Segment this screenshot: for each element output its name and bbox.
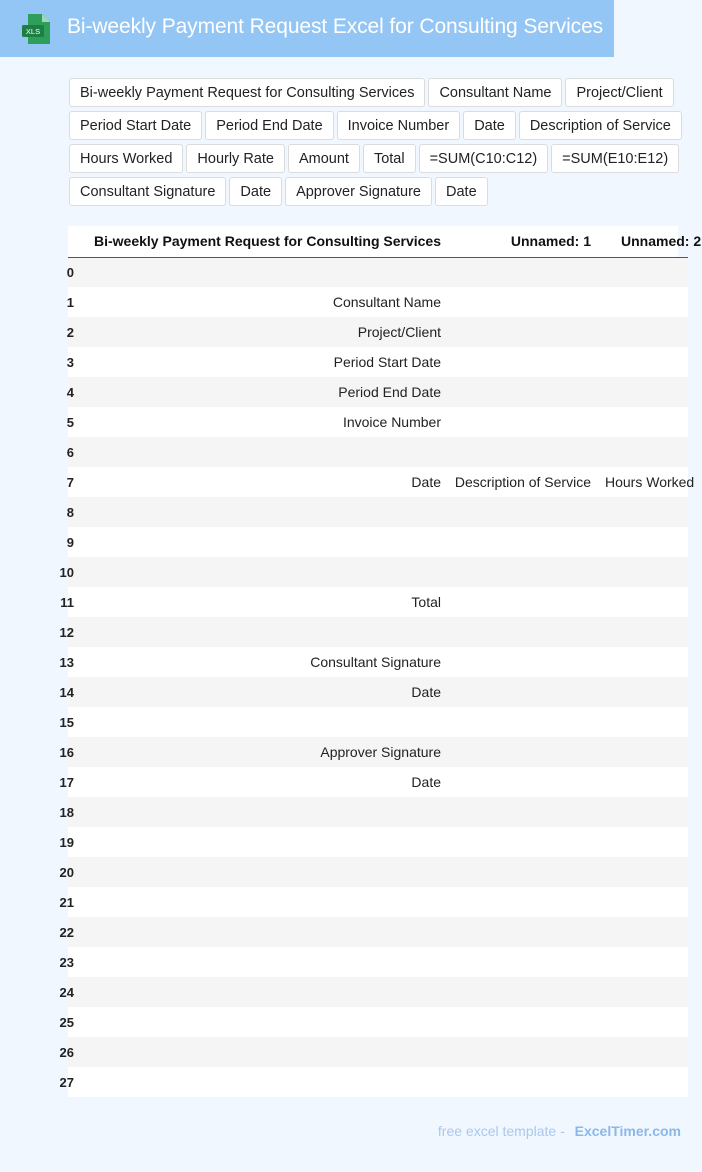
field-chip[interactable]: Date [463, 111, 516, 140]
cell-col-3 [597, 257, 688, 287]
field-chip[interactable]: Hourly Rate [186, 144, 285, 173]
cell-col-2 [447, 617, 597, 647]
field-chip[interactable]: Bi-weekly Payment Request for Consulting Services [69, 78, 425, 107]
field-chip-list [69, 78, 694, 206]
cell-col-3 [597, 497, 688, 527]
table-row [68, 377, 688, 407]
field-chip[interactable]: Total [363, 144, 416, 173]
cell-col-3 [597, 737, 688, 767]
cell-col-3: Hours Worked [605, 474, 695, 490]
field-chip[interactable]: Description of Service [519, 111, 682, 140]
row-index-cell: 0 [66, 264, 74, 280]
table-row [68, 347, 688, 377]
footer-credit [438, 1123, 681, 1139]
spreadsheet-preview [59, 226, 702, 1097]
cell-col-2 [447, 557, 597, 587]
page-title: Bi-weekly Payment Request Excel for Consulting Services [67, 15, 604, 38]
cell-col-1 [74, 437, 447, 467]
row-index-cell: 19 [59, 834, 74, 850]
cell-col-2 [447, 1037, 597, 1067]
cell-col-1: Invoice Number [342, 414, 441, 430]
cell-col-1 [74, 977, 447, 1007]
cell-col-2 [447, 347, 597, 377]
cell-col-1 [74, 257, 447, 287]
table-row [68, 977, 688, 1007]
cell-col-3 [597, 947, 688, 977]
cell-col-3 [597, 1067, 688, 1097]
cell-col-2 [447, 437, 597, 467]
table-row [68, 737, 688, 767]
row-index-cell: 25 [59, 1014, 74, 1030]
table-row [68, 467, 688, 497]
table-row [68, 1037, 688, 1067]
table-header-row [68, 226, 688, 257]
table-row [68, 1007, 688, 1037]
row-index-cell: 20 [59, 864, 74, 880]
field-chip[interactable]: Date [435, 177, 488, 206]
row-index-cell: 13 [59, 654, 74, 670]
cell-col-2 [447, 527, 597, 557]
field-chip[interactable]: =SUM(C10:C12) [419, 144, 549, 173]
row-index-cell: 9 [66, 534, 74, 550]
cell-col-3 [597, 1037, 688, 1067]
field-chip[interactable]: Date [229, 177, 282, 206]
table-row [68, 707, 688, 737]
row-index-cell: 26 [59, 1044, 74, 1060]
cell-col-2 [447, 1007, 597, 1037]
cell-col-2 [447, 887, 597, 917]
cell-col-1: Consultant Name [332, 294, 441, 310]
cell-col-2 [447, 647, 597, 677]
cell-col-1: Consultant Signature [310, 654, 441, 670]
cell-col-1 [74, 1067, 447, 1097]
table-row [68, 497, 688, 527]
cell-col-3 [597, 977, 688, 1007]
cell-col-3 [597, 677, 688, 707]
cell-col-1: Approver Signature [320, 744, 441, 760]
cell-col-3 [597, 797, 688, 827]
cell-col-3 [597, 557, 688, 587]
table-row [68, 677, 688, 707]
cell-col-2 [447, 977, 597, 1007]
cell-col-2 [447, 827, 597, 857]
cell-col-1 [74, 557, 447, 587]
table-row [68, 257, 688, 287]
data-table [59, 226, 702, 1097]
table-row [68, 587, 688, 617]
cell-col-1: Total [411, 594, 441, 610]
row-index-cell: 12 [59, 624, 74, 640]
cell-col-1 [74, 857, 447, 887]
xls-file-icon [22, 14, 50, 44]
cell-col-1 [74, 917, 447, 947]
table-row [68, 947, 688, 977]
field-chip[interactable]: Invoice Number [337, 111, 461, 140]
footer-prefix: free excel template - [437, 1123, 565, 1139]
field-chip[interactable]: Hours Worked [69, 144, 183, 173]
cell-col-3 [597, 707, 688, 737]
cell-col-3 [597, 407, 688, 437]
cell-col-2: Description of Service [454, 474, 591, 490]
cell-col-1 [74, 947, 447, 977]
cell-col-3 [597, 647, 688, 677]
row-index-cell: 16 [59, 744, 74, 760]
row-index-cell: 22 [59, 924, 74, 940]
cell-col-2 [447, 587, 597, 617]
table-row [68, 287, 688, 317]
cell-col-3 [597, 857, 688, 887]
table-row [68, 617, 688, 647]
cell-col-2 [447, 737, 597, 767]
cell-col-3 [597, 287, 688, 317]
row-index-cell: 5 [66, 414, 74, 430]
row-index-cell: 6 [66, 444, 74, 460]
row-index-cell: 27 [59, 1074, 74, 1090]
cell-col-2 [447, 857, 597, 887]
cell-col-1: Project/Client [357, 324, 441, 340]
column-header-title: Bi-weekly Payment Request for Consulting Services [74, 226, 447, 257]
column-header-unnamed-1: Unnamed: 1 [447, 226, 597, 257]
table-row [68, 647, 688, 677]
row-index-cell: 1 [66, 294, 74, 310]
row-index-cell: 21 [59, 894, 74, 910]
cell-col-1 [74, 1007, 447, 1037]
table-row [68, 827, 688, 857]
cell-col-1 [74, 797, 447, 827]
cell-col-3 [597, 347, 688, 377]
table-row [68, 767, 688, 797]
cell-col-1 [74, 707, 447, 737]
field-chip[interactable]: Period Start Date [69, 111, 202, 140]
cell-col-3 [597, 1007, 688, 1037]
cell-col-3 [597, 377, 688, 407]
table-row [68, 1067, 688, 1097]
cell-col-1 [74, 497, 447, 527]
row-index-cell: 10 [59, 564, 74, 580]
field-chip[interactable]: Period End Date [205, 111, 333, 140]
row-index-cell: 8 [66, 504, 74, 520]
cell-col-1: Date [411, 774, 441, 790]
cell-col-1 [74, 1037, 447, 1067]
cell-col-2 [447, 287, 597, 317]
cell-col-1: Period End Date [338, 384, 441, 400]
table-row [68, 917, 688, 947]
table-row [68, 857, 688, 887]
cell-col-3 [597, 617, 688, 647]
table-row [68, 527, 688, 557]
row-index-cell: 3 [66, 354, 74, 370]
cell-col-2 [447, 497, 597, 527]
cell-col-3 [597, 317, 688, 347]
cell-col-2 [447, 917, 597, 947]
table-row [68, 437, 688, 467]
field-chip[interactable]: Consultant Name [428, 78, 562, 107]
row-index-cell: 17 [59, 774, 74, 790]
cell-col-1: Date [411, 684, 441, 700]
title-bar [0, 0, 614, 57]
cell-col-2 [447, 407, 597, 437]
row-index-cell: 14 [59, 684, 74, 700]
field-chip[interactable]: Approver Signature [285, 177, 432, 206]
field-chip[interactable]: Consultant Signature [69, 177, 226, 206]
cell-col-3 [597, 587, 688, 617]
table-row [68, 317, 688, 347]
cell-col-1 [74, 887, 447, 917]
cell-col-1: Date [411, 474, 441, 490]
cell-col-1 [74, 527, 447, 557]
cell-col-2 [447, 797, 597, 827]
row-index-cell: 24 [59, 984, 74, 1000]
cell-col-3 [597, 437, 688, 467]
xls-icon-label: XLS [25, 27, 41, 37]
column-header-unnamed-2: Unnamed: 2 [597, 226, 688, 257]
table-row [68, 407, 688, 437]
cell-col-2 [447, 947, 597, 977]
row-index-cell: 7 [66, 474, 74, 490]
cell-col-2 [447, 377, 597, 407]
table-row [68, 557, 688, 587]
cell-col-3 [597, 767, 688, 797]
table-row [68, 887, 688, 917]
cell-col-2 [447, 677, 597, 707]
cell-col-3 [597, 887, 688, 917]
cell-col-2 [447, 707, 597, 737]
cell-col-1 [74, 617, 447, 647]
cell-col-3 [597, 827, 688, 857]
cell-col-2 [447, 767, 597, 797]
row-index-cell: 15 [59, 714, 74, 730]
cell-col-2 [447, 257, 597, 287]
field-chip[interactable]: =SUM(E10:E12) [551, 144, 679, 173]
row-index-cell: 23 [59, 954, 74, 970]
cell-col-2 [447, 317, 597, 347]
cell-col-1 [74, 827, 447, 857]
footer-brand-link[interactable]: ExcelTimer.com [574, 1123, 681, 1139]
row-index-cell: 18 [59, 804, 74, 820]
cell-col-1: Period Start Date [333, 354, 441, 370]
cell-col-2 [447, 1067, 597, 1097]
row-index-cell: 2 [66, 324, 74, 340]
row-index-cell: 4 [66, 384, 74, 400]
field-chip[interactable]: Amount [288, 144, 360, 173]
field-chip[interactable]: Project/Client [565, 78, 673, 107]
table-row [68, 797, 688, 827]
row-index-cell: 11 [60, 594, 74, 610]
cell-col-3 [597, 527, 688, 557]
cell-col-3 [597, 917, 688, 947]
